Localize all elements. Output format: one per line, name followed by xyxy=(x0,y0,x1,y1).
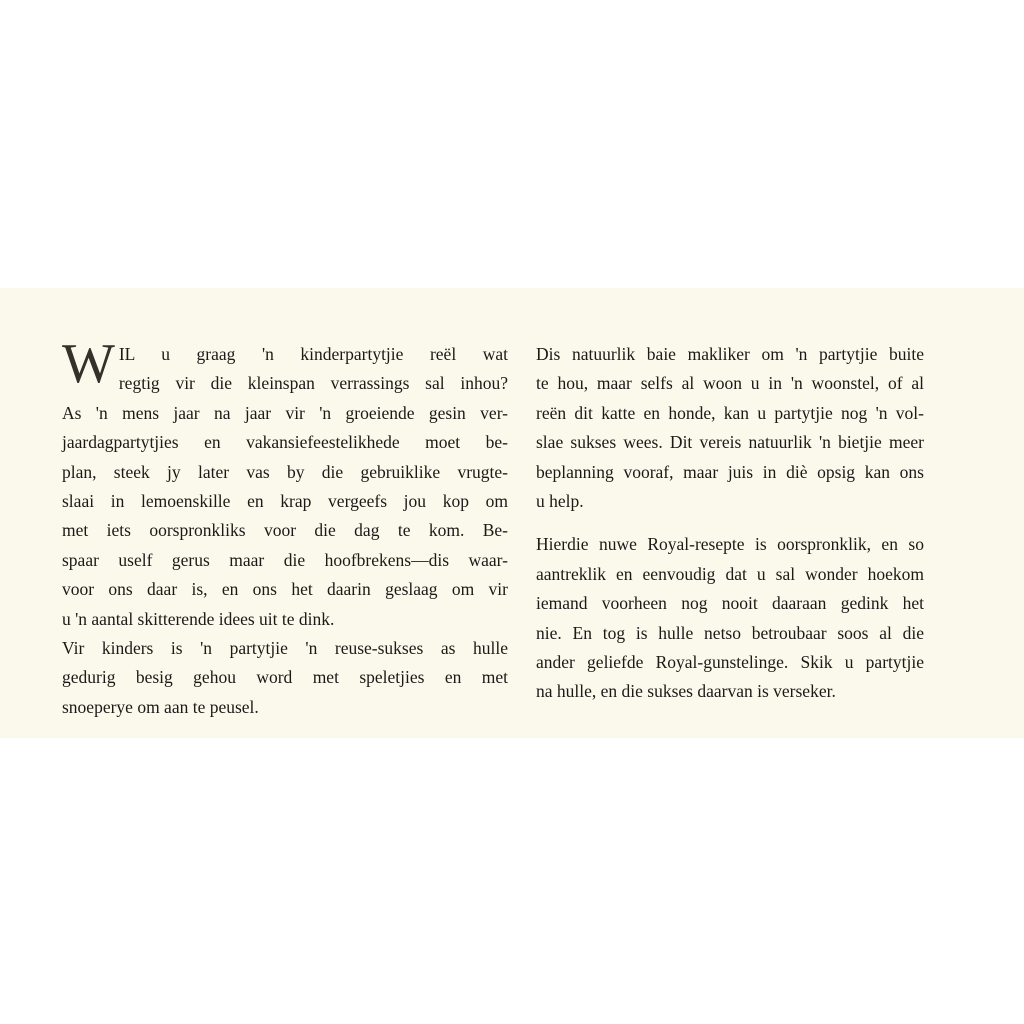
text-line: snoeperye om aan te peusel. xyxy=(62,696,259,717)
text-line: Vir kinders is 'n partytjie 'n reuse-sukses as hulle xyxy=(62,638,508,659)
text-line: iemand voorheen nog nooit daaraan gedink het xyxy=(536,593,924,614)
text-line: met iets oorspronkliks voor die dag te kom. Be- xyxy=(62,520,508,541)
outdoor-paragraph xyxy=(536,340,924,516)
text-line: aantreklik en eenvoudig dat u sal wonder hoekom xyxy=(536,563,924,584)
right-column xyxy=(536,340,924,707)
text-line: gedurig besig gehou word met speletjies en met xyxy=(62,667,508,688)
text-line: na hulle, en die sukses daarvan is verseker. xyxy=(536,681,836,702)
text-line: u 'n aantal skitterende idees uit te dink. xyxy=(62,608,335,629)
left-column xyxy=(62,333,508,722)
text-line: beplanning vooraf, maar juis in diè opsig kan ons xyxy=(536,461,924,482)
kids-paragraph xyxy=(62,634,508,722)
text-line: Hierdie nuwe Royal-resepte is oorspronklik, en so xyxy=(536,534,924,555)
text-line: spaar uself gerus maar die hoofbrekens—dis waar- xyxy=(62,549,508,570)
text-line: u help. xyxy=(536,491,584,512)
text-line: slaai in lemoenskille en krap vergeefs jou kop om xyxy=(62,491,508,512)
text-line: regtig vir die kleinspan verrassings sal inhou? xyxy=(118,373,508,394)
text-line: plan, steek jy later vas by die gebruiklike vrugte- xyxy=(62,461,508,482)
text-line: ander geliefde Royal-gunstelinge. Skik u partytjie xyxy=(536,652,924,673)
text-line: IL u graag 'n kinderpartytjie reël wat xyxy=(118,344,508,364)
text-line: jaardagpartytjies en vakansiefeestelikhede moet be- xyxy=(62,432,508,453)
text-line: reën dit katte en honde, kan u partytjie nog 'n vol- xyxy=(536,402,924,423)
text-line: Dis natuurlik baie makliker om 'n partytjie buite xyxy=(536,344,924,364)
text-line: slae sukses wees. Dit vereis natuurlik 'n bietjie meer xyxy=(536,432,924,453)
drop-cap: W xyxy=(62,333,115,395)
intro-paragraph xyxy=(62,333,508,634)
text-line: te hou, maar selfs al woon u in 'n woonstel, of al xyxy=(536,373,924,394)
text-line: nie. En tog is hulle netso betroubaar soos al die xyxy=(536,622,924,643)
text-line: As 'n mens jaar na jaar vir 'n groeiende gesin ver- xyxy=(62,402,508,423)
text-line: voor ons daar is, en ons het daarin geslaag om vir xyxy=(62,579,508,600)
royal-recipes-paragraph xyxy=(536,530,924,706)
